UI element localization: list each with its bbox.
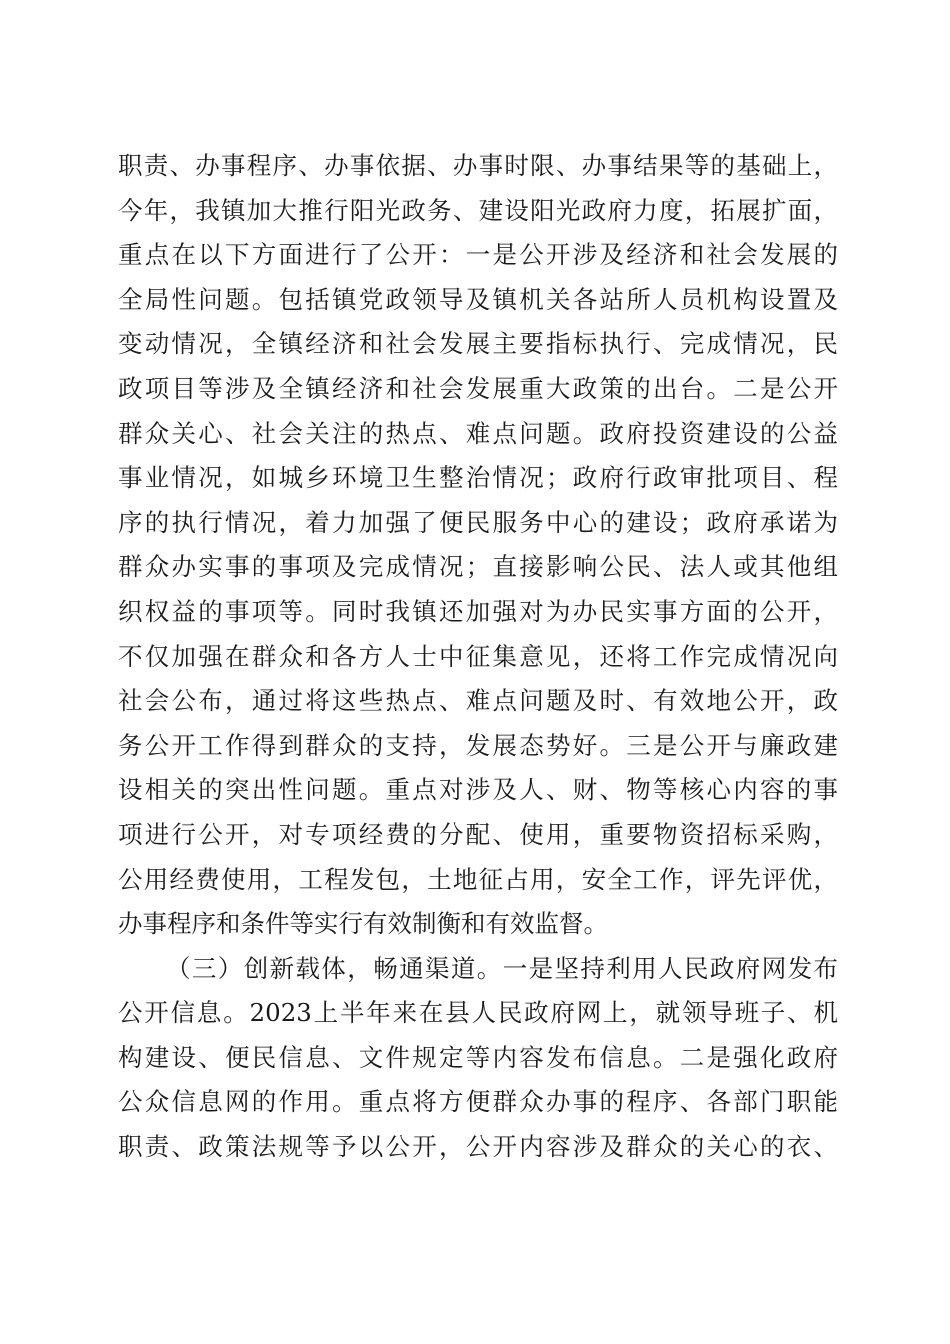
text-line: 项进行公开，对专项经费的分配、使用，重要物资招标采购， bbox=[118, 819, 838, 849]
text-line: 设相关的突出性问题。重点对涉及人、财、物等核心内容的事 bbox=[118, 775, 838, 805]
paragraph-public-disclosure bbox=[118, 144, 838, 947]
text-line: 事业情况，如城乡环境卫生整治情况；政府行政审批项目、程 bbox=[118, 463, 838, 493]
text-line: 全局性问题。包括镇党政领导及镇机关各站所人员机构设置及 bbox=[118, 284, 838, 314]
paragraph-innovation-channels bbox=[118, 947, 838, 1170]
text-line: 不仅加强在群众和各方人士中征集意见，还将工作完成情况向 bbox=[118, 641, 838, 671]
text-line: 政项目等涉及全镇经济和社会发展重大政策的出台。二是公开 bbox=[118, 373, 838, 403]
text-line: 务公开工作得到群众的支持，发展态势好。三是公开与廉政建 bbox=[118, 730, 838, 760]
paragraph-first-line: （三）创新载体，畅通渠道。一是坚持利用人民政府网发布 bbox=[166, 953, 838, 983]
text-line: 群众办实事的事项及完成情况；直接影响公民、法人或其他组 bbox=[118, 552, 838, 582]
text-line: 织权益的事项等。同时我镇还加强对为办民实事方面的公开， bbox=[118, 596, 838, 626]
text-line: 变动情况，全镇经济和社会发展主要指标执行、完成情况，民 bbox=[118, 329, 838, 359]
text-line-last: 办事程序和条件等实行有效制衡和有效监督。 bbox=[118, 909, 608, 939]
text-line: 今年，我镇加大推行阳光政务、建设阳光政府力度，拓展扩面， bbox=[118, 195, 838, 225]
text-line: 职责、政策法规等予以公开，公开内容涉及群众的关心的衣、 bbox=[118, 1132, 838, 1162]
document-body bbox=[118, 144, 838, 1170]
text-line: 公开信息。2023上半年来在县人民政府网上，就领导班子、机 bbox=[118, 998, 838, 1028]
text-line: 公众信息网的作用。重点将方便群众办事的程序、各部门职能 bbox=[118, 1087, 838, 1117]
text-line: 社会公布，通过将这些热点、难点问题及时、有效地公开，政 bbox=[118, 686, 838, 716]
text-line: 公用经费使用，工程发包，土地征占用，安全工作，评先评优， bbox=[118, 864, 838, 894]
text-line: 序的执行情况，着力加强了便民服务中心的建设；政府承诺为 bbox=[118, 507, 838, 537]
text-line: 重点在以下方面进行了公开：一是公开涉及经济和社会发展的 bbox=[118, 240, 838, 270]
text-line: 职责、办事程序、办事依据、办事时限、办事结果等的基础上， bbox=[118, 151, 838, 180]
text-line: 构建设、便民信息、文件规定等内容发布信息。二是强化政府 bbox=[118, 1042, 838, 1072]
text-line: 群众关心、社会关注的热点、难点问题。政府投资建设的公益 bbox=[118, 418, 838, 448]
